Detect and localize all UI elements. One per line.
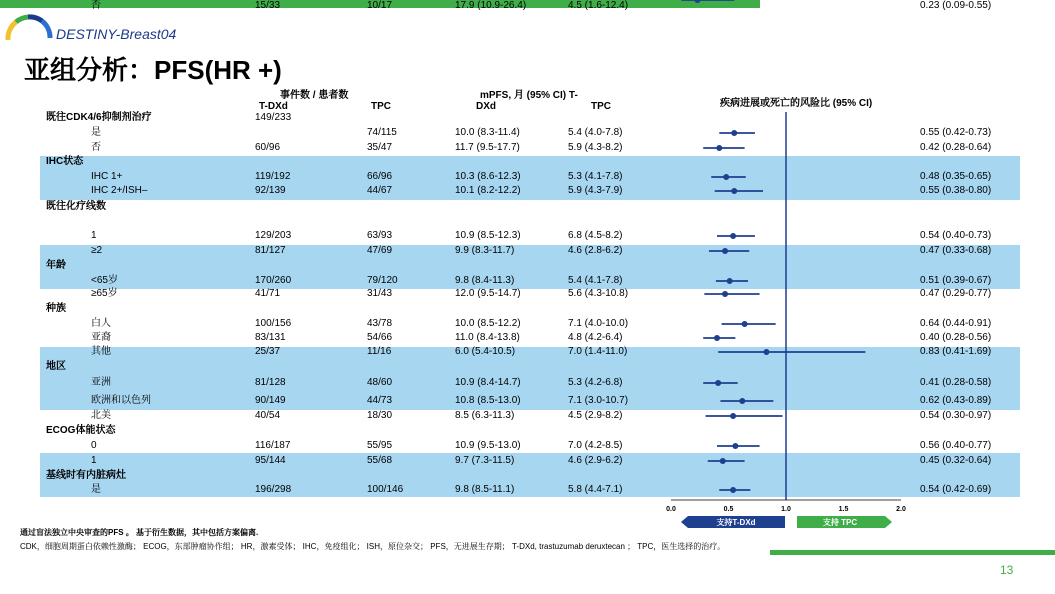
mpfs-group-header: mPFS, 月 (95% CI) T-	[480, 90, 578, 101]
tpc-mpfs: 5.4 (4.1-7.8)	[568, 275, 623, 286]
tdxd-events: 60/96	[255, 142, 281, 153]
subgroup-category: 地区	[46, 361, 66, 372]
x-tick-label: 0.0	[666, 506, 676, 513]
tpc-events: 35/47	[367, 142, 393, 153]
hazard-ratio-point	[739, 398, 745, 404]
hazard-ratio-point	[730, 487, 736, 493]
subgroup-label: 否	[91, 142, 101, 153]
subgroup-label: 北美	[91, 410, 111, 421]
mpfs-tdxd-header: DXd	[476, 101, 496, 112]
subgroup-label: ≥65岁	[91, 288, 118, 299]
tpc-mpfs: 7.1 (4.0-10.0)	[568, 318, 629, 329]
tdxd-mpfs: 10.1 (8.2-12.2)	[455, 185, 521, 196]
subgroup-label: ≥2	[91, 245, 103, 256]
tdxd-mpfs: 10.3 (8.6-12.3)	[455, 171, 521, 182]
tdxd-mpfs: 9.7 (7.3-11.5)	[455, 455, 515, 466]
tpc-events: 54/66	[367, 332, 393, 343]
subgroup-label: 否	[91, 0, 101, 11]
subgroup-category: IHC状态	[46, 156, 84, 167]
x-tick-label: 0.5	[723, 506, 734, 513]
hazard-ratio-point	[716, 145, 722, 151]
footnote-abbreviations: CDK，细胞周期蛋白依赖性激酶； ECOG，东部肿瘤协作组； HR，激素受体； IHC，免疫组化； ISH，原位杂交； PFS，无进展生存期； T-DXd, trastuzumab deruxtecan ； TPC，医生选择的治疗。	[20, 542, 726, 551]
tpc-mpfs: 4.6 (2.9-6.2)	[568, 455, 623, 466]
hazard-ratio-point	[720, 458, 726, 464]
subgroup-category: 既往化疗线数	[46, 201, 106, 212]
tdxd-mpfs: 11.0 (8.4-13.8)	[455, 332, 520, 343]
tdxd-mpfs: 12.0 (9.5-14.7)	[455, 288, 521, 299]
hazard-ratio-value: 0.23 (0.09-0.55)	[920, 0, 992, 11]
x-tick-label: 1.0	[781, 506, 791, 513]
subgroup-label: IHC 1+	[91, 171, 123, 182]
subgroup-category: 种族	[46, 303, 66, 314]
tpc-mpfs: 7.0 (1.4-11.0)	[568, 346, 628, 357]
subgroup-label: 白人	[91, 318, 111, 329]
subgroup-label: <65岁	[91, 275, 118, 286]
tpc-events: 44/73	[367, 395, 393, 406]
tpc-mpfs: 7.0 (4.2-8.5)	[568, 440, 623, 451]
tpc-mpfs: 4.5 (2.9-8.2)	[568, 410, 623, 421]
tdxd-mpfs: 10.9 (8.5-12.3)	[455, 230, 521, 241]
favor-tdxd-label: 支持T-DXd	[716, 518, 756, 527]
subgroup-label: 亚裔	[91, 332, 111, 343]
tpc-mpfs: 5.4 (4.0-7.8)	[568, 127, 623, 138]
tdxd-events: 95/144	[255, 455, 286, 466]
hazard-ratio-point	[714, 335, 720, 341]
subgroup-label: 1	[91, 455, 97, 466]
tpc-mpfs: 7.1 (3.0-10.7)	[568, 395, 629, 406]
tdxd-events: 116/187	[255, 440, 291, 451]
subgroup-category: ECOG体能状态	[46, 425, 116, 436]
tpc-mpfs: 4.5 (1.6-12.4)	[568, 0, 629, 11]
hazard-ratio-point	[722, 291, 728, 297]
hazard-ratio-value: 0.54 (0.40-0.73)	[920, 230, 992, 241]
tpc-mpfs: 4.8 (4.2-6.4)	[568, 332, 623, 343]
tdxd-mpfs: 8.5 (6.3-11.3)	[455, 410, 515, 421]
hazard-ratio-value: 0.45 (0.32-0.64)	[920, 455, 992, 466]
tpc-mpfs: 5.3 (4.1-7.8)	[568, 171, 623, 182]
tdxd-events: 149/233	[255, 112, 292, 123]
subgroup-label: 是	[91, 484, 101, 495]
hazard-ratio-value: 0.54 (0.42-0.69)	[920, 484, 992, 495]
events-tdxd-header: T-DXd	[259, 101, 288, 112]
subgroup-label: 1	[91, 230, 97, 241]
events-tpc-header: TPC	[371, 101, 391, 112]
hazard-ratio-point	[763, 349, 769, 355]
mpfs-tpc-header: TPC	[591, 101, 611, 112]
hazard-ratio-value: 0.48 (0.35-0.65)	[920, 171, 992, 182]
hazard-ratio-point	[727, 278, 733, 284]
page-title: 亚组分析：PFS(HR +)	[24, 55, 282, 85]
x-tick-label: 1.5	[838, 506, 849, 513]
tdxd-mpfs: 9.8 (8.5-11.1)	[455, 484, 515, 495]
tdxd-events: 25/37	[255, 346, 281, 357]
subgroup-label: 0	[91, 440, 97, 451]
subgroup-label: 欧洲和以色列	[91, 395, 151, 406]
subgroup-label: 其他	[91, 346, 111, 357]
hazard-ratio-value: 0.42 (0.28-0.64)	[920, 142, 992, 153]
hazard-ratio-point	[730, 413, 736, 419]
hazard-ratio-point	[730, 233, 736, 239]
hazard-ratio-value: 0.62 (0.43-0.89)	[920, 395, 992, 406]
tpc-events: 48/60	[367, 377, 393, 388]
tdxd-events: 83/131	[255, 332, 286, 343]
tdxd-mpfs: 10.8 (8.5-13.0)	[455, 395, 521, 406]
tpc-events: 44/67	[367, 185, 393, 196]
hazard-ratio-value: 0.55 (0.38-0.80)	[920, 185, 992, 196]
tpc-events: 31/43	[367, 288, 393, 299]
tpc-events: 43/78	[367, 318, 393, 329]
tdxd-events: 119/192	[255, 171, 291, 182]
tdxd-events: 15/33	[255, 0, 281, 11]
hazard-ratio-point	[731, 188, 737, 194]
tpc-events: 79/120	[367, 275, 398, 286]
tdxd-events: 129/203	[255, 230, 292, 241]
subgroup-category: 既往CDK4/6抑制剂治疗	[46, 112, 152, 123]
hazard-ratio-point	[732, 443, 738, 449]
subgroup-category: 基线时有内脏病灶	[46, 470, 126, 481]
hr-header: 疾病进展或死亡的风险比 (95% CI)	[720, 98, 873, 109]
hazard-ratio-value: 0.83 (0.41-1.69)	[920, 346, 992, 357]
tdxd-mpfs: 10.0 (8.5-12.2)	[455, 318, 521, 329]
hazard-ratio-value: 0.40 (0.28-0.56)	[920, 332, 992, 343]
tdxd-events: 81/127	[255, 245, 286, 256]
tdxd-mpfs: 10.9 (8.4-14.7)	[455, 377, 521, 388]
tdxd-events: 92/139	[255, 185, 286, 196]
tpc-mpfs: 6.8 (4.5-8.2)	[568, 230, 623, 241]
hazard-ratio-value: 0.56 (0.40-0.77)	[920, 440, 992, 451]
hazard-ratio-value: 0.55 (0.42-0.73)	[920, 127, 992, 138]
tpc-events: 10/17	[367, 0, 393, 11]
tpc-mpfs: 5.8 (4.4-7.1)	[568, 484, 623, 495]
tpc-events: 100/146	[367, 484, 404, 495]
tpc-events: 55/95	[367, 440, 393, 451]
footnote-method: 通过盲法独立中央审查的PFS 。 基于衍生数据，其中包括方案偏离.	[20, 528, 259, 537]
subgroup-label: IHC 2+/ISH–	[91, 185, 148, 196]
x-tick-label: 2.0	[896, 506, 906, 513]
tpc-mpfs: 5.6 (4.3-10.8)	[568, 288, 629, 299]
tdxd-events: 100/156	[255, 318, 292, 329]
subgroup-category: 年龄	[46, 260, 66, 271]
hazard-ratio-point	[731, 130, 737, 136]
tdxd-mpfs: 6.0 (5.4-10.5)	[455, 346, 516, 357]
hazard-ratio-value: 0.47 (0.29-0.77)	[920, 288, 992, 299]
tdxd-mpfs: 11.7 (9.5-17.7)	[455, 142, 520, 153]
tdxd-mpfs: 17.9 (10.9-26.4)	[455, 0, 527, 11]
tpc-events: 18/30	[367, 410, 393, 421]
hazard-ratio-value: 0.54 (0.30-0.97)	[920, 410, 992, 421]
hazard-ratio-point	[722, 248, 728, 254]
hazard-ratio-point	[694, 0, 700, 3]
hazard-ratio-point	[715, 380, 721, 386]
tpc-events: 55/68	[367, 455, 393, 466]
tdxd-events: 196/298	[255, 484, 292, 495]
tdxd-mpfs: 10.9 (9.5-13.0)	[455, 440, 521, 451]
events-group-header: 事件数 / 患者数	[280, 90, 349, 101]
tdxd-mpfs: 9.8 (8.4-11.3)	[455, 275, 515, 286]
tpc-mpfs: 5.3 (4.2-6.8)	[568, 377, 623, 388]
hazard-ratio-value: 0.41 (0.28-0.58)	[920, 377, 992, 388]
tdxd-events: 90/149	[255, 395, 286, 406]
tdxd-events: 40/54	[255, 410, 281, 421]
favor-tpc-label: 支持 TPC	[822, 518, 858, 527]
hazard-ratio-value: 0.64 (0.44-0.91)	[920, 318, 992, 329]
brand-name: DESTINY-Breast04	[56, 26, 177, 42]
tpc-mpfs: 5.9 (4.3-7.9)	[568, 185, 623, 196]
tpc-mpfs: 4.6 (2.8-6.2)	[568, 245, 623, 256]
tdxd-events: 41/71	[255, 288, 281, 299]
tpc-events: 66/96	[367, 171, 393, 182]
tpc-mpfs: 5.9 (4.3-8.2)	[568, 142, 623, 153]
tpc-events: 11/16	[367, 346, 392, 357]
subgroup-label: 是	[91, 127, 101, 138]
tdxd-events: 81/128	[255, 377, 286, 388]
tdxd-mpfs: 10.0 (8.3-11.4)	[455, 127, 520, 138]
tdxd-events: 170/260	[255, 275, 292, 286]
bottom-accent-bar	[770, 550, 1055, 555]
hazard-ratio-value: 0.47 (0.33-0.68)	[920, 245, 992, 256]
tpc-events: 63/93	[367, 230, 393, 241]
page-number: 13	[1000, 563, 1014, 577]
hazard-ratio-point	[742, 321, 748, 327]
tpc-events: 74/115	[367, 127, 397, 138]
subgroup-label: 亚洲	[91, 377, 111, 388]
tdxd-mpfs: 9.9 (8.3-11.7)	[455, 245, 515, 256]
hazard-ratio-value: 0.51 (0.39-0.67)	[920, 275, 992, 286]
hazard-ratio-point	[723, 174, 729, 180]
tpc-events: 47/69	[367, 245, 393, 256]
